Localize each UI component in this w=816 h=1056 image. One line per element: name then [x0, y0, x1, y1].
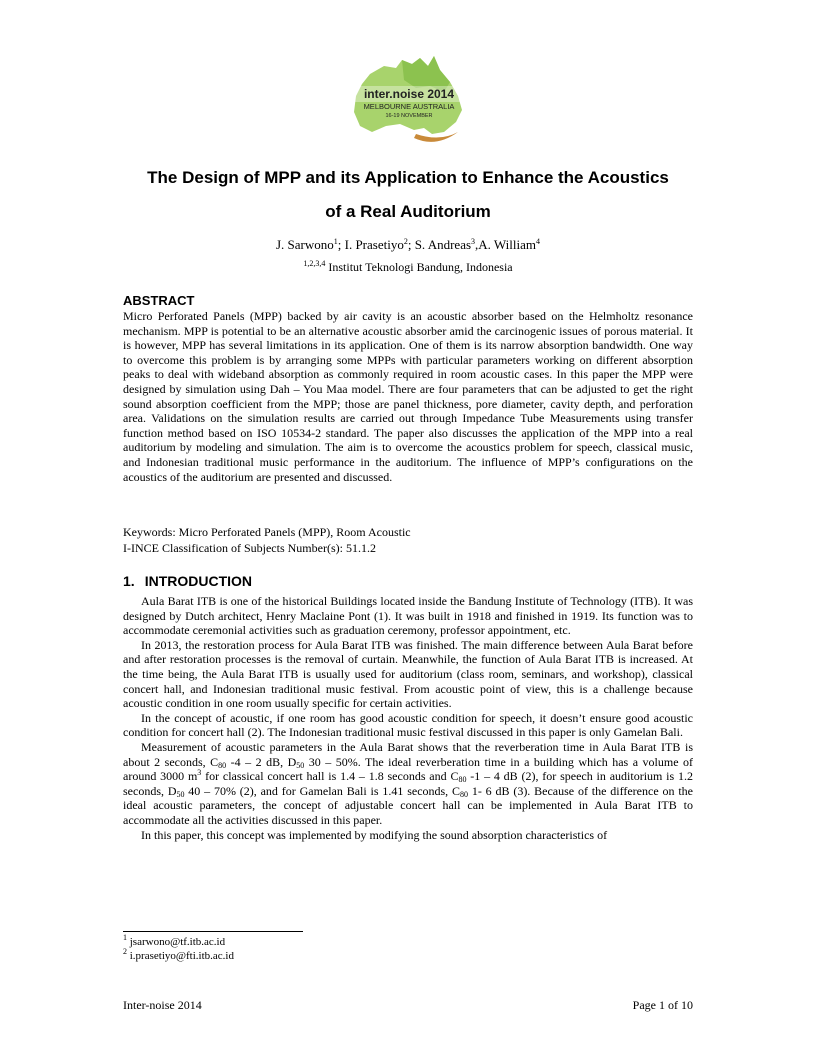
logo-event-name: inter.noise 2014 [363, 87, 455, 101]
author-affil-marker: 2 [403, 237, 408, 246]
paragraph: Aula Barat ITB is one of the historical Buildings located inside the Bandung Institute of Technology (ITB). It was designed by Dutch architect, Henry Maclaine Pont (1). It was built in 1918 and finished in 1919. Its function was to accommodate ceremonial activities such as graduation ceremony, professor appointment, etc. [123, 594, 693, 638]
author-name: J. Sarwono [275, 237, 334, 252]
author-list [100, 237, 716, 253]
introduction-body [123, 594, 693, 842]
author-affil-marker: 4 [536, 237, 541, 246]
classification: I-INCE Classification of Subjects Number(s): 51.1.2 [123, 541, 376, 555]
paper-title-line-1: The Design of MPP and its Application to Enhance the Acoustics [147, 168, 669, 187]
footnote-1 [123, 933, 226, 948]
abstract-heading: ABSTRACT [123, 293, 195, 308]
footnote-marker: 2 [123, 947, 127, 956]
boomerang-icon [414, 132, 458, 142]
abstract-body: Micro Perforated Panels (MPP) backed by air cavity is an acoustic absorber based on the Helmholtz resonance mechanism. MPP is potential to be an alternative acoustic absorber amid the carcinogenic issues of porous material. It is however, MPP has several limitations in its application. One of them is its narrow absorption bandwidth. One way to overcome this problem is by arranging some MPPs with particular parameters working on different absorption peaks to deal with wideband absorption as commonly required in room acoustic cases. In this paper the MPP were designed by simulation using Dah – You Maa model. There are four parameters that can be adjusted to get the right sound absorption coefficient from the MPP; those are panel thickness, pore diameter, cavity depth, and perforation area. Validations on the simulation results are carried out through Impedance Tube Measurements using transfer function method based on ISO 10534-2 standard. The paper also discusses the application of the MPP into a real auditorium by modeling and simulation. The aim is to overcome the acoustics problem for speech, classical music, and Indonesian traditional music performance in the auditorium. The influence of MPP’s configurations on the acoustics of the auditorium are presented and discussed. [123, 309, 693, 484]
author-name: ,A. William [475, 237, 537, 252]
footnote-email: jsarwono@tf.itb.ac.id [127, 936, 226, 948]
paragraph: In 2013, the restoration process for Aula Barat ITB was finished. The main difference between Aula Barat before and after restoration processes is the removal of curtain. Meanwhile, the function of Aula Barat ITB is increased. At the time being, the Aula Barat ITB is usually used for auditorium (class room, seminars, and workshop), classical concert hall, and Indonesian traditional music festival. From acoustic point of view, this is a challenge because acoustic condition in one room usually specific for certain activities. [123, 637, 693, 711]
footnote-marker: 1 [123, 933, 127, 942]
keywords: Keywords: Micro Perforated Panels (MPP), Room Acoustic [123, 525, 411, 539]
author-name: ; S. Andreas [407, 237, 472, 252]
footnote-divider [123, 931, 303, 932]
section-number: 1. [123, 573, 135, 589]
logo-location: MELBOURNE AUSTRALIA [363, 102, 455, 111]
footer-page-number: Page 1 of 10 [632, 998, 693, 1012]
affiliation-text: Institut Teknologi Bandung, Indonesia [325, 260, 513, 274]
logo-dates: 16-19 NOVEMBER [385, 113, 433, 119]
author-name: ; I. Prasetiyo [337, 237, 404, 252]
footer-conference: Inter-noise 2014 [123, 998, 202, 1012]
paragraph: In this paper, this concept was implemented by modifying the sound absorption characteristics of [141, 827, 608, 842]
conference-logo [340, 52, 478, 148]
footnote-2 [123, 947, 234, 962]
section-title: INTRODUCTION [144, 573, 253, 589]
author-affil-marker: 3 [471, 237, 476, 246]
section-heading-introduction [123, 573, 262, 589]
paper-title-line-2: of a Real Auditorium [325, 202, 491, 221]
author-affil-marker: 1 [333, 237, 338, 246]
footnote-email: i.prasetiyo@fti.itb.ac.id [127, 950, 234, 962]
paragraph: Measurement of acoustic parameters in the Aula Barat shows that the reverberation time in Aula Barat ITB is about 2 seconds, $C_{80}$ -4 – 2 dB, $D_{50}$ 30 – 50%. The ideal reverberation time in a building which has a volume of around 3000 $m^3$ for classical concert hall is 1.4 – 1.8 seconds and $C_{80}$ -1 – 4 dB (2), for speech in auditorium is 1.2 seconds, $D_{50}$ 40 – 70% (2), and for Gamelan Bali is 1.41 seconds, $C_{80}$ 1- 6 dB (3). Because of the difference on the ideal acoustic parameters, the concept of adjustable concert hall can be implemented in Aula Barat ITB to accommodate all the activities discussed in this paper. [123, 739, 694, 827]
affiliation-marker: 1,2,3,4 [303, 259, 326, 268]
paragraph: In the concept of acoustic, if one room has good acoustic condition for speech, it doesn’t ensure good acoustic condition for concert hall (2). The Indonesian traditional music festival discussed in this paper is only Gamelan Bali. [123, 710, 693, 740]
affiliation [100, 260, 716, 275]
